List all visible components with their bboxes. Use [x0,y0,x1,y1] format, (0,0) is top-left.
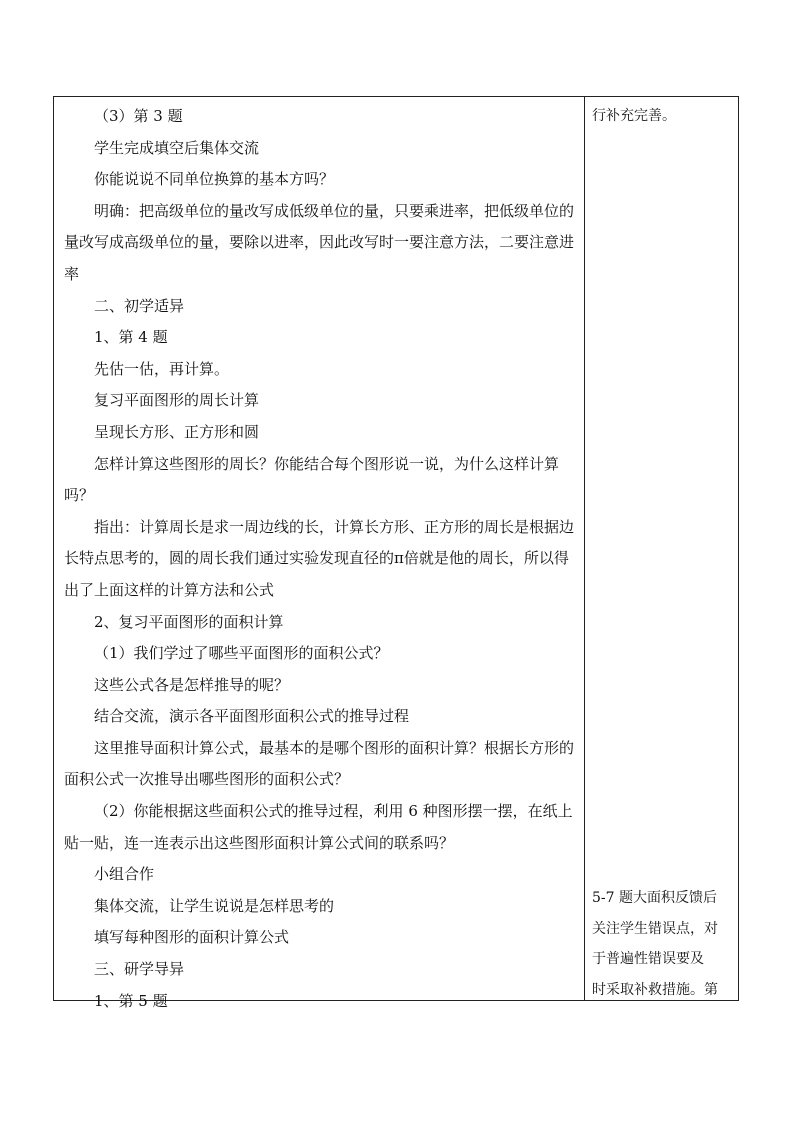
paragraph: 复习平面图形的周长计算 [94,391,260,410]
note-line: 5-7 题大面积反馈后 [592,890,717,906]
note-line: 行补充完善。 [592,108,676,124]
note-line: 关注学生错误点，对 [592,920,718,937]
paragraph: 明确：把高级单位的量改写成低级单位的量，只要乘进率，把低级单位的量改写成高级单位的量，要除以进率，因此改写时一要注意方法，二要注意进率 [64,201,575,283]
section-heading: 三、研学导异 [94,960,185,979]
lesson-plan-table [53,96,739,1010]
note-line: 时采取补救措施。第 [592,981,718,998]
section-heading: 二、初学适异 [94,296,185,315]
note-line: 于普遍性错误要及 [592,951,704,967]
paragraph: 这里推导面积计算公式，最基本的是哪个图形的面积计算？根据长方形的面积公式一次推导出哪些图形的面积公式？ [64,738,575,789]
paragraph: 1、第 4 题 [94,328,168,347]
notes-top [592,101,732,132]
paragraph: 填写每种图形的面积计算公式 [94,928,290,947]
column-divider [584,97,585,1000]
paragraph: 集体交流，让学生说说是怎样思考的 [94,896,335,915]
paragraph: （3）第 3 题 [94,107,183,125]
paragraph: 这些公式各是怎样推导的呢？ [94,675,290,694]
paragraph: 怎样计算这些图形的周长？你能结合每个图形说一说，为什么这样计算吗？ [64,454,560,505]
paragraph: （2）你能根据这些面积公式的推导过程，利用 6 种图形摆一摆，在纸上贴一贴，连一连表示出这些图形面积计算公式间的联系吗？ [64,802,573,852]
paragraph: 1、第 5 题 [94,991,168,1010]
paragraph: 指出：计算周长是求一周边线的长，计算长方形、正方形的周长是根据边长特点思考的，圆的周长我们通过实验发现直径的π倍就是他的周长，所以得出了上面这样的计算方法和公式 [64,517,575,599]
notes-cell [592,101,732,996]
paragraph: 呈现长方形、正方形和圆 [94,422,260,441]
paragraph: 先估一估，再计算。 [94,359,230,378]
paragraph: （1）我们学过了哪些平面图形的面积公式？ [94,644,389,663]
paragraph: 你能说说不同单位换算的基本方吗？ [94,170,335,189]
paragraph: 学生完成填空后集体交流 [94,138,260,157]
paragraph: 结合交流，演示各平面图形面积公式的推导过程 [94,707,410,726]
teaching-process-cell [64,101,576,1017]
paragraph: 小组合作 [94,865,155,884]
notes-bottom [592,883,732,1005]
paragraph: 2、复习平面图形的面积计算 [94,612,284,631]
